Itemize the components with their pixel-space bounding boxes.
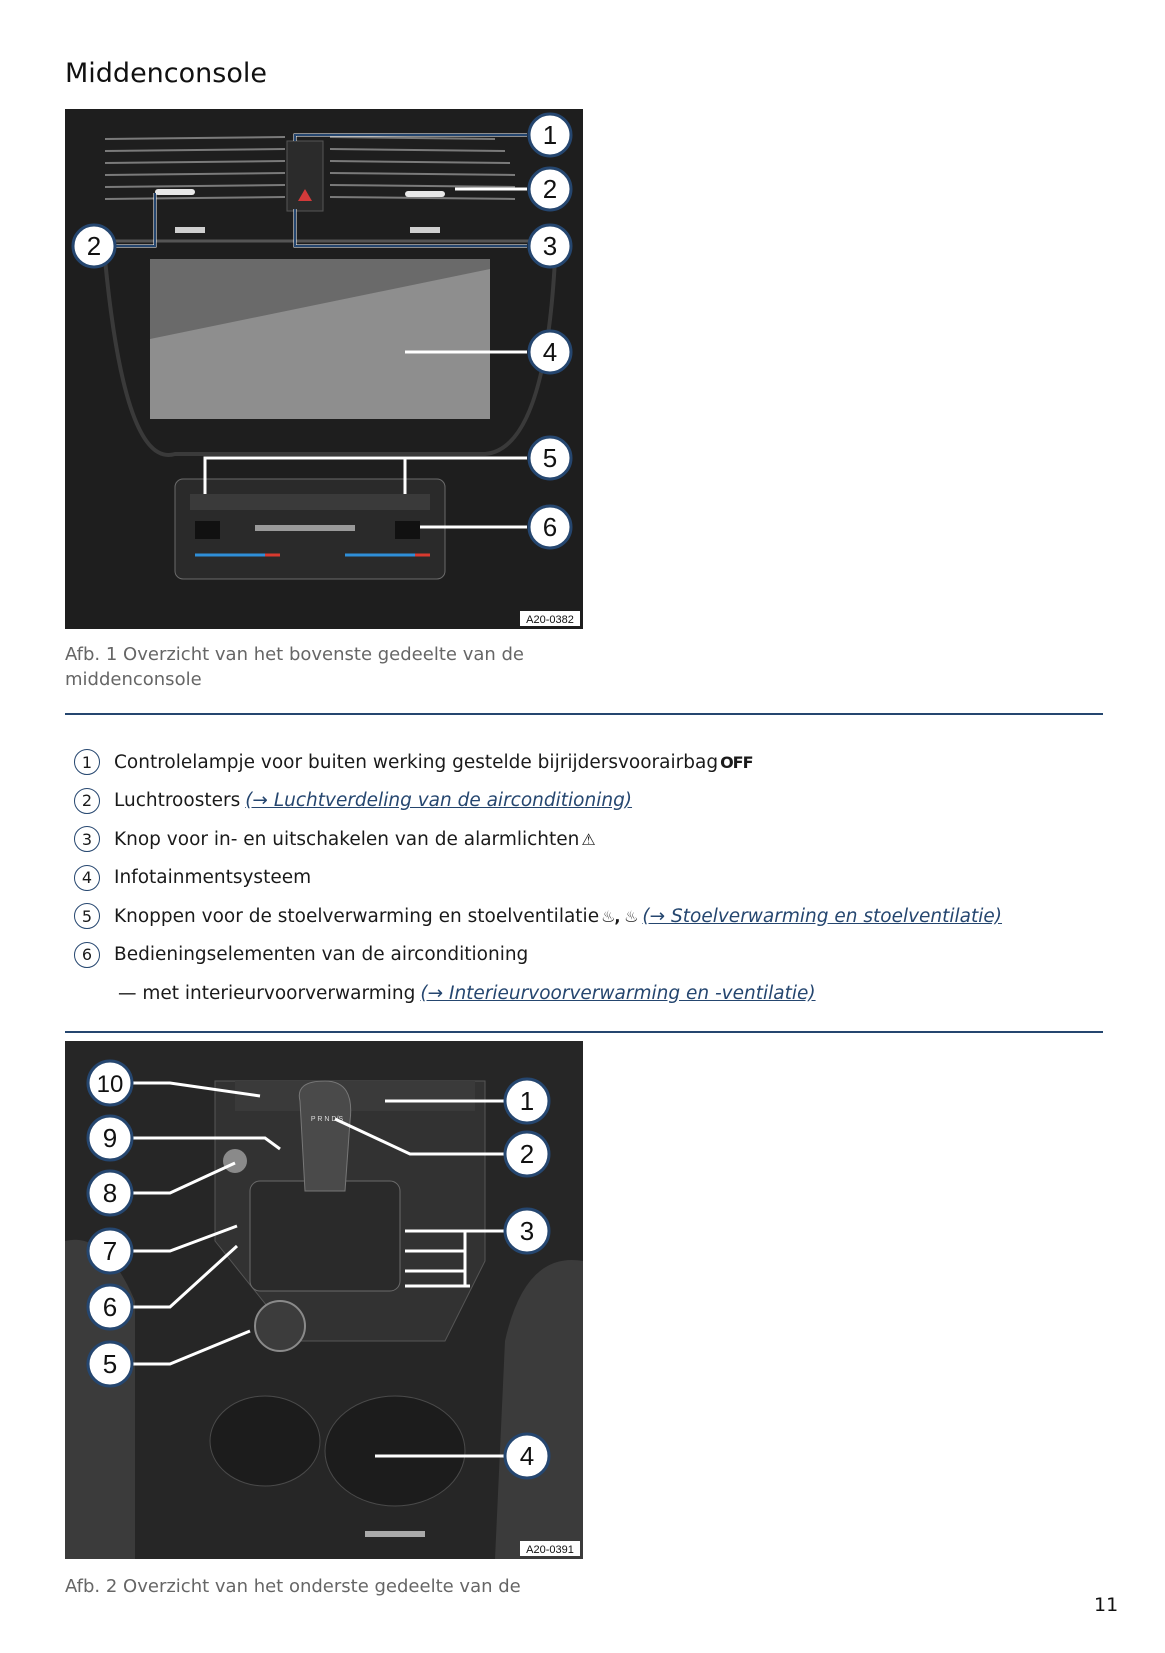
legend-number: 3 — [74, 826, 100, 852]
callout-2-right — [529, 168, 571, 210]
figure1-caption: Afb. 1 Overzicht van het bovenste gedeelte van de middenconsole — [65, 644, 524, 690]
callout-5 — [88, 1342, 132, 1386]
callout-4 — [529, 331, 571, 373]
svg-text:6: 6 — [102, 1292, 118, 1322]
svg-text:2: 2 — [542, 174, 558, 204]
callout-3 — [529, 225, 571, 267]
start-stop-button — [223, 1149, 247, 1173]
svg-text:4: 4 — [542, 337, 558, 367]
page-title: Middenconsole — [65, 58, 267, 89]
svg-text:1: 1 — [542, 120, 558, 150]
callout-5 — [529, 437, 571, 479]
lower-console-illustration — [65, 1041, 583, 1559]
divider — [65, 1031, 1103, 1033]
figure-lower-console — [65, 1041, 583, 1559]
legend-number: 6 — [74, 942, 100, 968]
callout-6 — [529, 506, 571, 548]
legend-text: Controlelampje voor buiten werking gestelde bijrijdersvoorairbag — [114, 751, 719, 773]
legend-number: 1 — [74, 749, 100, 775]
legend-number: 5 — [74, 903, 100, 929]
hazard-warning-icon: ⚠ — [581, 829, 595, 849]
legend-item-6 — [74, 936, 1104, 975]
svg-text:7: 7 — [102, 1236, 118, 1266]
gear-shifter — [299, 1081, 350, 1191]
svg-text:8: 8 — [102, 1178, 118, 1208]
legend-item-5 — [74, 897, 1104, 936]
airbag-off-icon: OFF — [720, 752, 753, 772]
divider — [65, 713, 1103, 715]
svg-text:4: 4 — [519, 1441, 535, 1471]
figure-upper-console — [65, 109, 583, 629]
svg-text:2: 2 — [86, 231, 102, 261]
figure2-code: A20-0391 — [526, 1544, 574, 1556]
callout-9 — [88, 1116, 132, 1160]
figure2-caption: Afb. 2 Overzicht van het onderste gedeelte van de — [65, 1576, 521, 1597]
svg-text:1: 1 — [519, 1086, 535, 1116]
legend-subitem — [74, 974, 1104, 1013]
svg-text:3: 3 — [519, 1216, 535, 1246]
figure1-code: A20-0382 — [526, 614, 574, 626]
callout-3 — [505, 1209, 549, 1253]
legend-item-3 — [74, 820, 1104, 859]
callout-4 — [505, 1434, 549, 1478]
callout-2-left — [73, 225, 115, 267]
legend-sub-text: — met interieurvoorverwarming — [118, 982, 416, 1004]
link-interieurvoorverwarming[interactable]: (→ Interieurvoorverwarming en -ventilatie) — [420, 982, 816, 1004]
page-number: 11 — [1094, 1594, 1119, 1616]
legend-text: Knoppen voor de stoelverwarming en stoelventilatie — [114, 905, 600, 927]
legend-number: 2 — [74, 788, 100, 814]
callout-1 — [529, 114, 571, 156]
callout-8 — [88, 1171, 132, 1215]
svg-text:2: 2 — [519, 1139, 535, 1169]
svg-text:6: 6 — [542, 512, 558, 542]
legend-item-1 — [74, 743, 1104, 782]
svg-text:5: 5 — [102, 1349, 118, 1379]
upper-console-illustration — [65, 109, 583, 629]
legend-text: Luchtroosters — [114, 790, 241, 812]
svg-text:P R N D/S: P R N D/S — [310, 1116, 344, 1123]
legend-item-4 — [74, 859, 1104, 898]
legend-text: Knop voor in- en uitschakelen van de alarmlichten — [114, 828, 580, 850]
legend-text: Infotainmentsysteem — [114, 867, 312, 889]
legend-number: 4 — [74, 865, 100, 891]
cupholder — [325, 1396, 465, 1506]
legend-item-2 — [74, 782, 1104, 821]
callout-6 — [88, 1285, 132, 1329]
seat-heating-icon: ♨, ♨ — [601, 906, 638, 926]
link-stoelverwarming[interactable]: (→ Stoelverwarming en stoelventilatie) — [642, 905, 1003, 927]
svg-text:5: 5 — [542, 443, 558, 473]
link-luchtverdeling[interactable]: (→ Luchtverdeling van de airconditioning) — [245, 790, 633, 812]
svg-text:9: 9 — [102, 1123, 118, 1153]
driving-mode-knob — [255, 1301, 305, 1351]
callout-7 — [88, 1229, 132, 1273]
callout-10 — [88, 1061, 132, 1105]
callout-2 — [505, 1132, 549, 1176]
svg-text:3: 3 — [542, 231, 558, 261]
legend-list — [74, 743, 1104, 1013]
legend-text: Bedieningselementen van de airconditioning — [114, 944, 529, 966]
callout-1 — [505, 1079, 549, 1123]
svg-text:10: 10 — [96, 1071, 124, 1098]
gear-boot — [250, 1181, 400, 1291]
